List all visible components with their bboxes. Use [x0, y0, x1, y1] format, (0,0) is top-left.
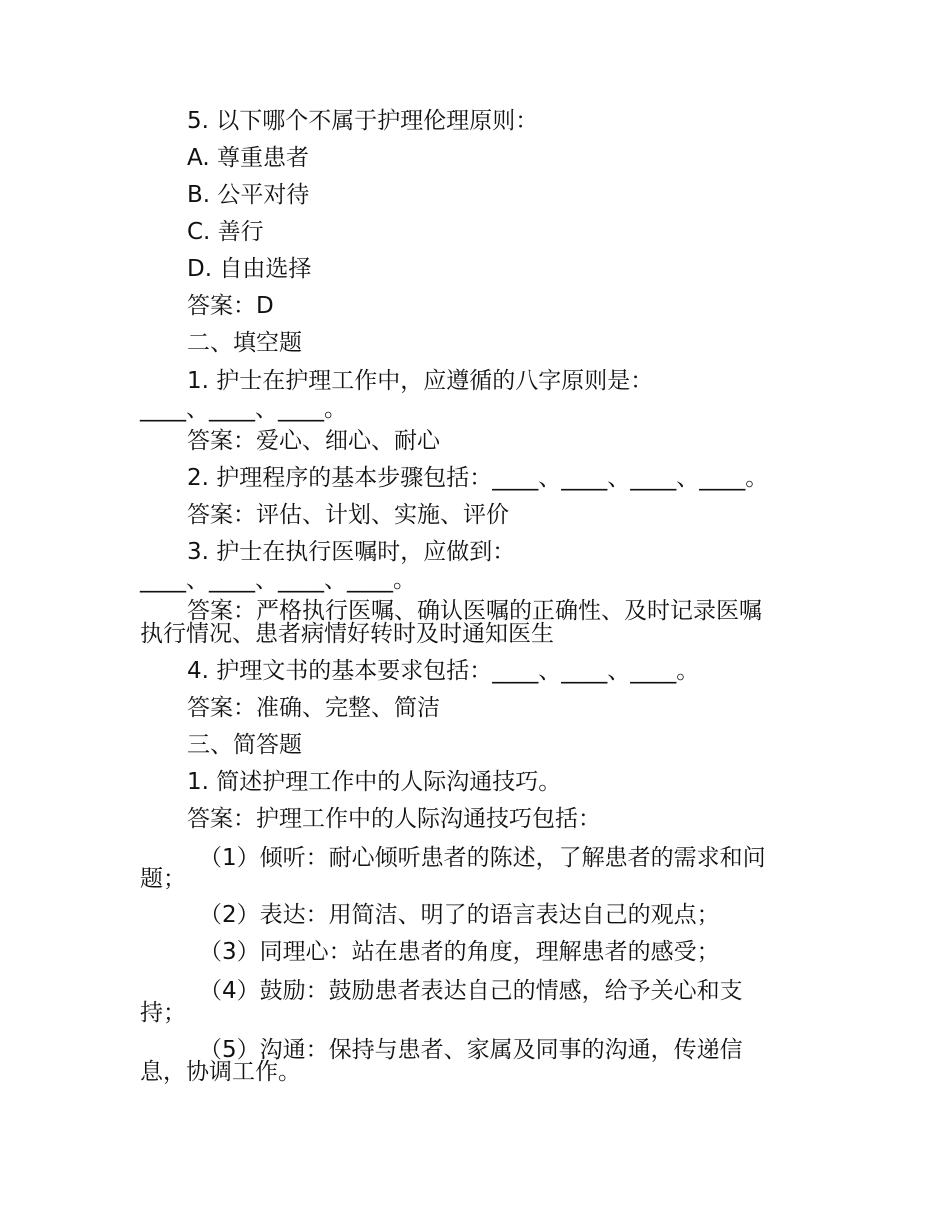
point-5-line2: 息，协调工作。 — [140, 1059, 301, 1085]
fill-q2-answer: 答案：评估、计划、实施、评价 — [187, 502, 509, 528]
fill-q3-line2: ____、____、____、____。 — [140, 567, 416, 593]
point-4-line2: 持； — [140, 1000, 186, 1026]
q5-option-d: D. 自由选择 — [187, 256, 312, 282]
point-1-line2: 题； — [140, 866, 186, 892]
fill-q3-answer-line2: 执行情况、患者病情好转时及时通知医生 — [140, 621, 554, 647]
fill-q1-answer: 答案：爱心、细心、耐心 — [187, 428, 440, 454]
point-4-line1: （4）鼓励：鼓励患者表达自己的情感，给予关心和支 — [199, 978, 743, 1004]
q5-stem: 5. 以下哪个不属于护理伦理原则： — [187, 108, 539, 134]
section3-heading: 三、简答题 — [187, 732, 302, 758]
fill-q3-answer-line1: 答案：严格执行医嘱、确认医嘱的正确性、及时记录医嘱 — [187, 598, 762, 624]
fill-q1-line2: ____、____、____。 — [140, 396, 347, 422]
point-5-line1: （5）沟通：保持与患者、家属及同事的沟通，传递信 — [199, 1037, 743, 1063]
short-q1-answer-intro: 答案：护理工作中的人际沟通技巧包括： — [187, 806, 601, 832]
short-q1: 1. 简述护理工作中的人际沟通技巧。 — [187, 769, 562, 795]
point-2-line1: （2）表达：用简洁、明了的语言表达自己的观点； — [199, 902, 720, 928]
q5-answer: 答案：D — [187, 293, 274, 319]
q5-option-a: A. 尊重患者 — [187, 145, 309, 171]
section2-heading: 二、填空题 — [187, 330, 302, 356]
fill-q3-line1: 3. 护士在执行医嘱时，应做到： — [187, 539, 516, 565]
fill-q2-line1: 2. 护理程序的基本步骤包括：____、____、____、____。 — [187, 465, 769, 491]
q5-option-c: C. 善行 — [187, 219, 264, 245]
point-1-line1: （1）倾听：耐心倾听患者的陈述，了解患者的需求和问 — [199, 845, 766, 871]
q5-option-b: B. 公平对待 — [187, 182, 310, 208]
point-3-line1: （3）同理心：站在患者的角度，理解患者的感受； — [199, 939, 720, 965]
fill-q1-line1: 1. 护士在护理工作中，应遵循的八字原则是： — [187, 368, 654, 394]
fill-q4-line1: 4. 护理文书的基本要求包括：____、____、____。 — [187, 658, 700, 684]
fill-q4-answer: 答案：准确、完整、简洁 — [187, 695, 440, 721]
